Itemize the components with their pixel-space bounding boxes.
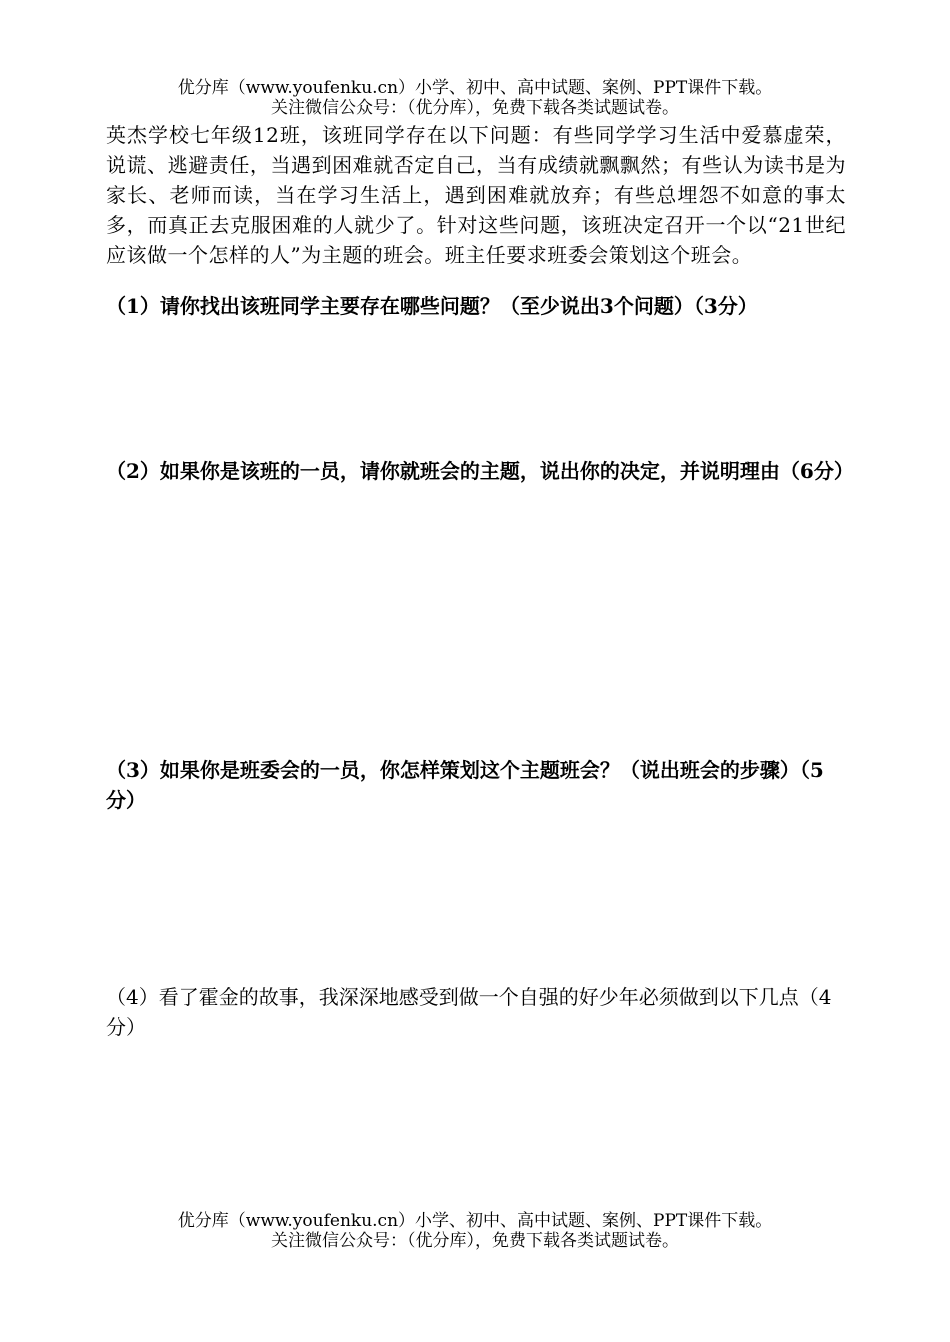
question-2: （2）如果你是该班的一员，请你就班会的主题，说出你的决定，并说明理由（6分） — [106, 459, 854, 483]
footer-line-2: 关注微信公众号：（优分库），免费下载各类试题试卷。 — [271, 1231, 679, 1251]
footer-line-1: 优分库（www.youfenku.cn）小学、初中、高中试题、案例、PPT课件下载。 — [177, 1211, 773, 1231]
header-line-1: 优分库（www.youfenku.cn）小学、初中、高中试题、案例、PPT课件下载。 — [177, 78, 773, 98]
header-line-2: 关注微信公众号：（优分库），免费下载各类试题试卷。 — [271, 98, 679, 118]
question-3: （3）如果你是班委会的一员，你怎样策划这个主题班会？（说出班会的步骤）（5分） — [106, 758, 824, 812]
page-footer — [0, 1211, 950, 1251]
intro-paragraph: 英杰学校七年级12班，该班同学存在以下问题：有些同学学习生活中爱慕虚荣，说谎、逃避责任，当遇到困难就否定自己，当有成绩就飘飘然；有些认为读书是为家长、老师而读，当在学习生活上，遇到困难就放弃；有些总埋怨不如意的事太多，而真正去克服困难的人就少了。针对这些问题，该班决定召开一个以“21世纪应该做一个怎样的人”为主题的班会。班主任要求班委会策划这个班会。 — [106, 123, 846, 267]
question-1: （1）请你找出该班同学主要存在哪些问题？（至少说出3个问题）（3分） — [106, 294, 758, 318]
question-4: （4）看了霍金的故事，我深深地感受到做一个自强的好少年必须做到以下几点（4分） — [106, 985, 832, 1039]
page-header — [0, 78, 950, 118]
